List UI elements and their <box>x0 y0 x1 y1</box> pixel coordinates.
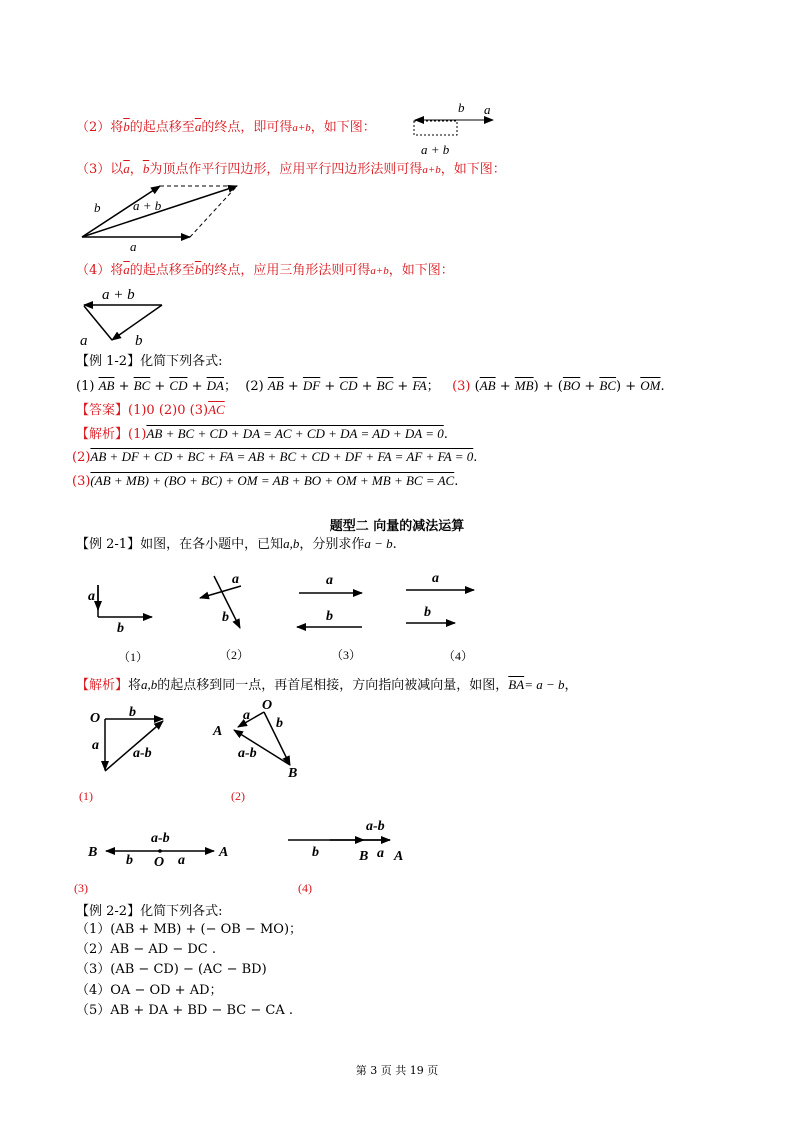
label-b: b <box>424 605 431 620</box>
label-a-minus-b: a-b <box>133 746 152 761</box>
line-3: （3）以$\overline{a}$，$\overline{b}$为顶点作平行四边形，应用平行四边形法则可得a+b，如下图： <box>76 161 506 177</box>
caption: （3） <box>331 648 362 662</box>
label-a: a <box>80 333 88 349</box>
label-sum: a + b <box>421 142 450 157</box>
solution-figure-4 <box>288 819 403 895</box>
ex21-figure-1 <box>88 585 152 664</box>
solution-figure-1 <box>79 705 163 803</box>
label-b: b <box>458 100 465 115</box>
label-sum: a + b <box>133 198 162 213</box>
line-2: （2）将$\overline{b}$的起点移至$\overline{a}$的终点，即可得a+b，如下图： <box>76 119 376 135</box>
caption: （4） <box>443 649 474 663</box>
analysis-line-2: (2)AB + DF + CD + BC + FA = AB + BC + CD + DF + FA = AF + FA = 0. <box>72 449 478 465</box>
example-2-2-item: （2）AB − AD − DC . <box>76 942 216 957</box>
label-a: a <box>326 573 333 588</box>
example-2-1-line: 【例 2-1】如图，在各小题中，已知a,b，分别求作a − b. <box>76 536 397 552</box>
label-a-minus-b: a-b <box>151 831 170 846</box>
figure-2-vector-sum <box>414 100 493 157</box>
label-a: a <box>484 102 491 117</box>
label-A: A <box>213 724 223 739</box>
analysis-line-3: (3)(AB + MB) + (BO + BC) + OM = AB + BO + OM + MB + BC = AC. <box>72 473 459 489</box>
label-b: b <box>94 200 101 215</box>
label-a: a <box>130 239 137 254</box>
line-4: （4）将$\overline{a}$的起点移至$\overline{b}$的终点，应用三角形法则可得a+b，如下图： <box>76 262 454 278</box>
analysis-line-1: 【解析】(1)AB + BC + CD + DA = AC + CD + DA = AD + DA = 0. <box>76 426 448 442</box>
caption: (4) <box>298 881 312 895</box>
answer-line: 【答案】(1)0 (2)0 $(3)\overline{AC}$ <box>76 402 225 418</box>
label-sum: a + b <box>102 287 135 303</box>
label-b: b <box>222 610 229 625</box>
label-b: b <box>276 716 283 731</box>
label-a: a <box>88 589 95 604</box>
caption: (2) <box>231 789 245 803</box>
example-2-2-item: （4）OA − OD + AD； <box>76 983 223 998</box>
label-O: O <box>262 698 273 713</box>
label-a: a <box>232 572 239 587</box>
label-a: a <box>178 853 185 868</box>
ex21-figure-4 <box>406 571 474 663</box>
figure-3-parallelogram <box>82 186 237 254</box>
figure-4-triangle <box>80 287 162 349</box>
example-2-2-heading: 【例 2-2】化简下列各式: <box>76 904 223 919</box>
caption: (1) <box>79 789 93 803</box>
example-1-2-expressions: (1) $\overline{AB} + \overline{BC} + \overline{CD} + \overline{DA}$； (2) $\overline{AB} + \overline{DF} + \overline{CD} + \overline{BC} + \overline{FA}$； (3) $(\overline{AB} + \overline{MB}) + (\overline{BO} + \overline{BC}) + \overline{OM}$. <box>76 378 665 394</box>
label-a: a <box>432 571 439 586</box>
analysis-2-1-line: 【解析】将a,b的起点移到同一点，再首尾相接，方向指向被减向量，如图，$\overline{BA}= a - b$， <box>76 677 578 693</box>
origin-dot <box>158 849 162 853</box>
example-1-2-heading: 【例 1-2】化简下列各式: <box>76 354 223 369</box>
solution-figure-3 <box>74 831 228 895</box>
label-B: B <box>359 849 369 864</box>
label-B: B <box>288 766 298 781</box>
solution-figure-2 <box>212 698 297 803</box>
vector-a-arrow <box>238 712 264 727</box>
label-B: B <box>88 845 98 860</box>
label-b: b <box>326 609 333 624</box>
example-2-2-item: （1）(AB + MB) + (− OB − MO)； <box>76 922 303 937</box>
ex21-figure-3 <box>297 573 362 662</box>
label-a-minus-b: a-b <box>366 819 385 834</box>
section-title: 题型二 向量的减法运算 <box>329 519 465 534</box>
label-b: b <box>126 853 133 868</box>
label-a-minus-b: a-b <box>238 746 257 761</box>
vector-a-line <box>84 306 112 340</box>
label-b: b <box>129 705 136 720</box>
page-footer: 第 3 页 共 19 页 <box>355 1064 439 1077</box>
caption: （2） <box>219 648 250 662</box>
label-O: O <box>154 855 165 870</box>
label-A: A <box>394 849 404 864</box>
caption: (3) <box>74 881 88 895</box>
example-2-2-item: （3）(AB − CD) − (AC − BD) <box>76 962 267 977</box>
label-A: A <box>219 845 229 860</box>
label-b: b <box>312 845 319 860</box>
caption: （1） <box>118 650 149 664</box>
ex21-figure-2 <box>200 572 249 662</box>
label-a: a <box>92 738 99 753</box>
label-b: b <box>117 621 124 636</box>
dashed-box <box>414 121 457 135</box>
label-b: b <box>135 333 143 349</box>
example-2-2-item: （5）AB + DA + BD − BC − CA . <box>76 1003 293 1018</box>
label-a: a <box>377 846 384 861</box>
label-O: O <box>90 711 101 726</box>
label-a: a <box>243 708 250 723</box>
